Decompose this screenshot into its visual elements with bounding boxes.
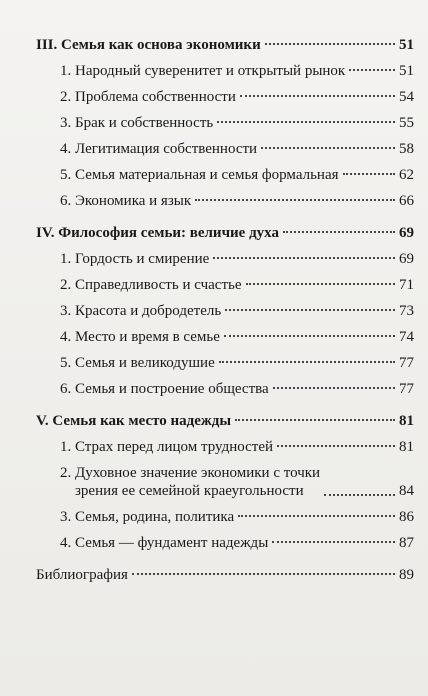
dot-leader — [273, 387, 395, 389]
toc-page-number: 54 — [399, 89, 414, 105]
toc-entry[interactable] — [36, 508, 414, 526]
toc-section-4 — [36, 224, 414, 398]
toc-page-number: 55 — [399, 115, 414, 131]
toc-entry[interactable] — [36, 380, 414, 398]
toc-page-number: 51 — [399, 37, 414, 53]
toc-entry-title: 1. Страх перед лицом трудностей — [60, 439, 274, 455]
dot-leader — [246, 283, 396, 285]
toc-entry-title: 6. Семья и построение общества — [60, 381, 269, 397]
dot-leader — [224, 335, 395, 337]
toc-entry-title: 2. Проблема собственности — [60, 89, 236, 105]
toc-entry-title: 3. Брак и собственность — [60, 115, 214, 131]
toc-chapter-title: IV. Философия семьи: величие духа — [36, 225, 279, 241]
toc-entry-title: 4. Место и время в семье — [60, 329, 220, 345]
toc-page-number: 87 — [399, 535, 414, 551]
toc-chapter[interactable] — [36, 412, 414, 430]
toc-chapter[interactable] — [36, 224, 414, 242]
toc-chapter-title: V. Семья как место надежды — [36, 413, 232, 429]
dot-leader — [261, 147, 395, 149]
toc-entry[interactable] — [36, 88, 414, 106]
toc-page-number: 86 — [399, 509, 414, 525]
toc-entry-title: 3. Красота и добродетель — [60, 303, 222, 319]
dot-leader — [132, 573, 395, 575]
toc-entry-title: 5. Семья и великодушие — [60, 355, 215, 371]
dot-leader — [195, 199, 395, 201]
toc-page-number: 81 — [399, 439, 414, 455]
dot-leader — [217, 121, 395, 123]
toc-page-number: 84 — [399, 483, 414, 499]
toc-page-number: 77 — [399, 381, 414, 397]
dot-leader — [272, 541, 395, 543]
dot-leader — [240, 95, 395, 97]
toc-entry-title: 5. Семья материальная и семья формальная — [60, 167, 339, 183]
dot-leader — [225, 309, 395, 311]
dot-leader — [349, 69, 395, 71]
toc-page-number: 69 — [399, 251, 414, 267]
toc-page-number: 51 — [399, 63, 414, 79]
toc-page-number: 58 — [399, 141, 414, 157]
toc-entry[interactable] — [36, 276, 414, 294]
dot-leader — [265, 43, 395, 45]
toc-page-number: 71 — [399, 277, 414, 293]
toc-bibliography[interactable] — [36, 566, 414, 584]
toc-entry[interactable] — [36, 438, 414, 456]
toc-entry[interactable] — [36, 114, 414, 132]
toc-page-number: 69 — [399, 225, 414, 241]
dot-leader — [235, 419, 395, 421]
toc-page-number: 77 — [399, 355, 414, 371]
toc-chapter[interactable] — [36, 36, 414, 54]
toc-bibliography-title: Библиография — [36, 567, 128, 583]
table-of-contents — [36, 36, 414, 592]
toc-entry-title-line2: зрения ее семейной краеугольности — [75, 483, 304, 499]
toc-section-3 — [36, 36, 414, 210]
toc-page-number: 66 — [399, 193, 414, 209]
toc-entry[interactable] — [36, 250, 414, 268]
toc-entry-title: 1. Народный суверенитет и открытый рынок — [60, 63, 346, 79]
toc-page-number: 62 — [399, 167, 414, 183]
toc-page-number: 73 — [399, 303, 414, 319]
dot-leader — [324, 494, 395, 496]
dot-leader — [343, 173, 395, 175]
toc-entry-title-line1: 2. Духовное значение экономики с точки — [60, 465, 321, 481]
toc-entry-title: 2. Справедливость и счастье — [60, 277, 242, 293]
toc-entry[interactable] — [36, 192, 414, 210]
toc-section-5 — [36, 412, 414, 552]
toc-entry-title — [60, 464, 320, 500]
dot-leader — [213, 257, 395, 259]
toc-entry[interactable] — [36, 62, 414, 80]
toc-entry[interactable] — [36, 354, 414, 372]
toc-chapter-title: III. Семья как основа экономики — [36, 37, 261, 53]
dot-leader — [283, 231, 395, 233]
toc-entry[interactable] — [36, 302, 414, 320]
toc-page-number: 81 — [399, 413, 414, 429]
toc-entry[interactable] — [36, 464, 414, 500]
toc-entry-title: 6. Экономика и язык — [60, 193, 192, 209]
toc-entry-title: 3. Семья, родина, политика — [60, 509, 235, 525]
dot-leader — [238, 515, 395, 517]
toc-entry-title: 4. Легитимация собственности — [60, 141, 258, 157]
dot-leader — [277, 445, 395, 447]
toc-entry[interactable] — [36, 534, 414, 552]
toc-entry[interactable] — [36, 328, 414, 346]
toc-page-number: 74 — [399, 329, 414, 345]
toc-entry[interactable] — [36, 140, 414, 158]
toc-entry[interactable] — [36, 166, 414, 184]
toc-entry-title: 4. Семья — фундамент надежды — [60, 535, 269, 551]
toc-entry-title: 1. Гордость и смирение — [60, 251, 210, 267]
dot-leader — [219, 361, 395, 363]
toc-page-number: 89 — [399, 567, 414, 583]
